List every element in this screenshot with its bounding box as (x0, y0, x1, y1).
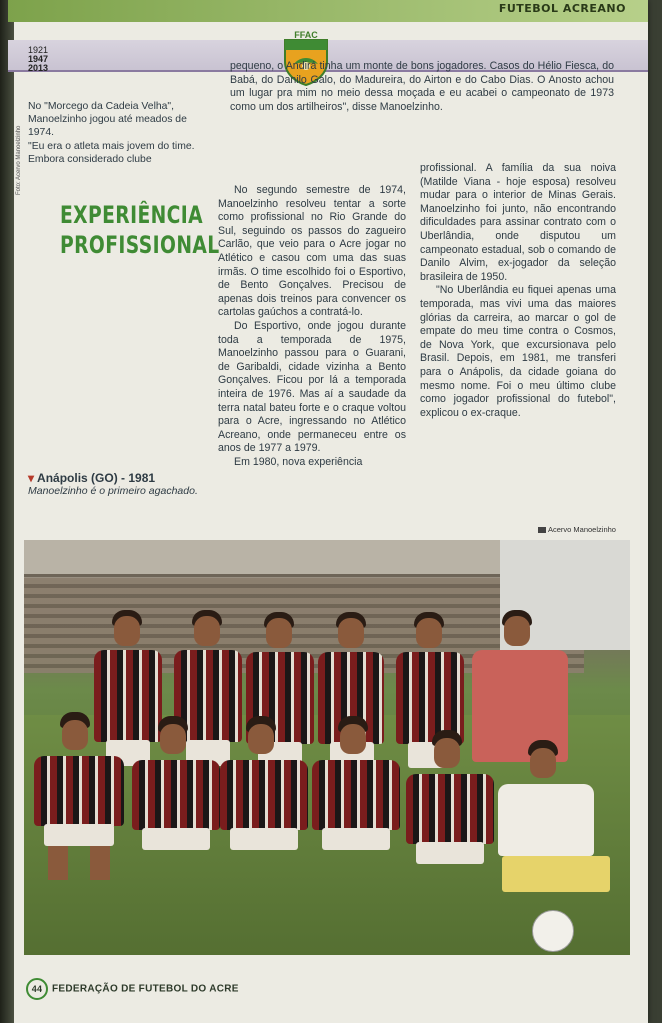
top-continued-paragraph: pequeno, o Andirá tinha um monte de bons jogadores. Casos do Hélio Fiesca, do Babá, do Danilo Galo, do Madureira, do Airton e do Cabo Dias. O Anosto achou um lugar pra mim no meio dessa moçada e eu acabei o campeonato de 1973 como um dos artilheiros", disse Manoelzinho. (230, 60, 614, 113)
top-continued-text (230, 60, 614, 114)
column-right-p2: "No Uberlândia eu fiquei apenas uma temporada, mas vivi uma das maiores glórias da carreira, ao marcar o gol de empate do meu time contra o Cosmos, de Nova York, que excursionava pelo Brasil. Depois, em 1981, me transferi para o Anápolis, da cidade goiana do mesmo nome. Foi o meu último clube como jogador profissional do futebol", explicou o ex-craque. (420, 284, 616, 419)
header-green-band (8, 0, 648, 22)
column-right (420, 162, 616, 420)
year-current: 2013 (28, 63, 49, 73)
team-photo (24, 540, 630, 955)
page-footer (26, 978, 239, 1000)
location-pin-icon: ▾ (28, 471, 35, 485)
column-middle-p1: No segundo semestre de 1974, Manoelzinho resolveu tentar a sorte como profissional no Rio Grande do Sul, seguindo os passos do zagueiro Carlão, que veio para o Acre jogar no Atlético e casou com uma das suas irmãs. O time escolhido foi o Esportivo, de Bento Gonçalves. Precisou de apenas dois treinos para convencer os cartolas gaúchos a contratá-lo. (218, 184, 406, 319)
column-middle-p2: Do Esportivo, onde jogou durante toda a temporada de 1975, Manoelzinho passou para o Guarani, de Garibaldi, cidade vizinha a Bento Gonçalves. Ficou por lá a temporada inteira de 1976. Mas aí a saudade da terra natal bateu forte e o craque voltou para o Acre, ingressando no Atlético Acreano, onde permaneceu entre os anos de 1977 a 1979. (218, 319, 406, 455)
photo-credit (538, 525, 616, 534)
year-federation: 1947 (28, 54, 49, 64)
section-heading-line2: PROFISSIONAL (60, 231, 220, 259)
sidebar-intro-p1: No "Morcego da Cadeia Velha", Manoelzinho jogou até meados de 1974. (28, 101, 187, 138)
section-heading-line1: EXPERIÊNCIA (60, 201, 204, 229)
page-gutter-shadow (0, 0, 14, 1023)
logo-text: FFAC (294, 30, 318, 40)
football-ball (532, 910, 574, 952)
camera-icon (538, 527, 546, 533)
sidebar-intro-p2: "Eu era o atleta mais jovem do time. Embora considerado clube (28, 141, 195, 165)
caption-text: Manoelzinho é o primeiro agachado. (28, 485, 198, 497)
year-founded: 1921 (28, 45, 49, 55)
vertical-photo-credit: Foto: Acervo Manoelzinho (16, 125, 22, 195)
caption-title: Anápolis (GO) - 1981 (37, 471, 156, 485)
page-number: 44 (26, 978, 48, 1000)
column-middle (218, 184, 406, 469)
anniversary-years (28, 46, 48, 73)
header-section-title: FUTEBOL ACREANO (498, 2, 626, 15)
publisher-name: FEDERAÇÃO DE FUTEBOL DO ACRE (52, 983, 239, 995)
sidebar-intro (28, 100, 204, 167)
section-heading (60, 200, 220, 260)
photo-credit-text: Acervo Manoelzinho (548, 525, 616, 534)
column-middle-p3: Em 1980, nova experiência (234, 455, 363, 468)
column-right-p1: profissional. A família da sua noiva (Matilde Viana - hoje esposa) resolveu mudar para o interior de Minas Gerais. Manoelzinho foi junto, não encontrando dificuldades para assinar contrato com o Uberlândia, onde disputou um campeonato estadual, sob o comando de Danilo Alvim, ex-jogador da seleção brasileira de 1950. (420, 162, 616, 283)
photo-caption (28, 472, 208, 498)
